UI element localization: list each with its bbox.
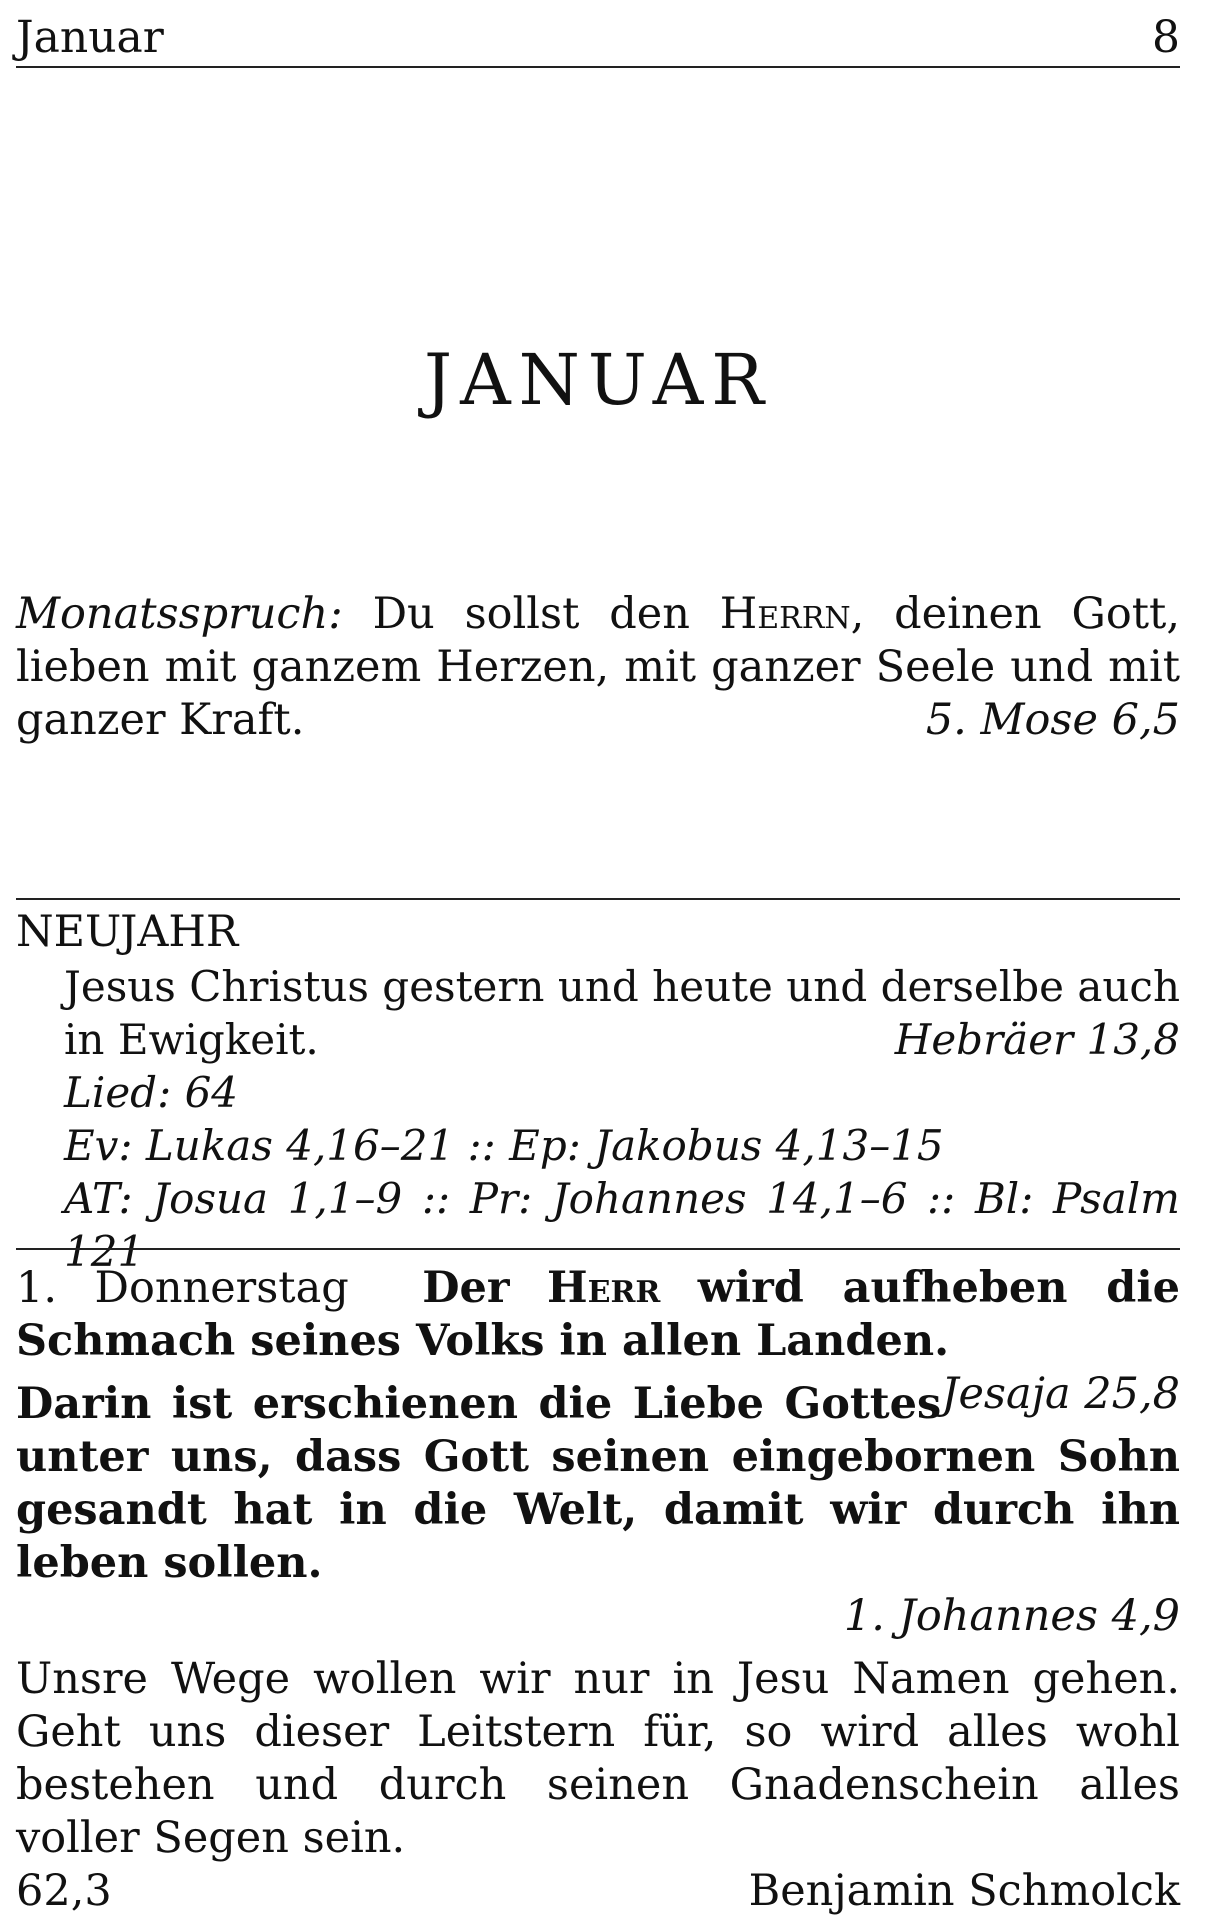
verse-text: Unsre Wege wollen wir nur in Jesu Namen gehen. Geht uns dieser Leitstern für, so wird alles wohl bestehen und durch seinen Gnadenschein alles voller Segen sein. xyxy=(16,1654,1180,1863)
feast-verse-reference: Hebräer 13,8 xyxy=(894,1015,1180,1064)
page-number: 8 xyxy=(1152,12,1180,63)
monatsspruch-text-before: Du sollst den xyxy=(372,589,690,639)
lehrtext-reference: 1. Johannes 4,9 xyxy=(843,1591,1180,1641)
verse-author: Benjamin Schmolck xyxy=(748,1866,1180,1916)
monatsspruch-lord: Herrn xyxy=(719,589,851,639)
losung-lord: Herr xyxy=(546,1263,661,1313)
losung-after: wird aufheben die Schmach seines Volks in allen Landen. xyxy=(16,1263,1181,1366)
divider-bottom xyxy=(16,1248,1180,1250)
losung xyxy=(16,1262,1181,1419)
feast-body xyxy=(64,960,1180,1278)
losung-before: Der xyxy=(422,1263,510,1313)
feast-verse xyxy=(64,960,1180,1066)
day-label: 1. Donnerstag xyxy=(16,1263,349,1313)
feast-verse-text: Jesus Christus gestern und heute und derselbe auch in Ewigkeit. xyxy=(64,962,1180,1064)
day-block xyxy=(16,1262,1180,1918)
month-title: JANUAR xyxy=(424,339,772,421)
monatsspruch-reference: 5. Mose 6,5 xyxy=(925,695,1180,745)
monatsspruch-text-after: , deinen Gott, lieben mit ganzem Herzen, mit ganzer Seele und mit ganzer Kraft. xyxy=(16,589,1181,745)
verse-number: 62,3 xyxy=(16,1866,112,1916)
header-month: Januar xyxy=(16,12,164,63)
page xyxy=(16,0,1181,1916)
feast-hymn: Lied: 64 xyxy=(64,1068,239,1117)
spacer xyxy=(16,1643,1180,1653)
feast-readings-1: Ev: Lukas 4,16–21 :: Ep: Jakobus 4,13–15 xyxy=(64,1121,944,1170)
divider-top xyxy=(16,898,1180,900)
feast-title: NEUJAHR xyxy=(16,907,239,957)
monatsspruch-label: Monatsspruch: xyxy=(16,589,343,639)
losung-reference: Jesaja 25,8 xyxy=(941,1369,1180,1419)
monatsspruch xyxy=(16,588,1180,747)
running-header xyxy=(16,12,1180,68)
feast-readings-2: AT: Josua 1,1–9 :: Pr: Johannes 14,1–6 :: Bl: Psalm 121 xyxy=(64,1174,1180,1276)
verse-footer xyxy=(16,1865,1180,1918)
lehrtext: Darin ist erschienen die Liebe Gottes unter uns, dass Gott seinen eingebornen Sohn gesandt hat in die Welt, damit wir durch ihn leben sollen. xyxy=(16,1379,1180,1588)
